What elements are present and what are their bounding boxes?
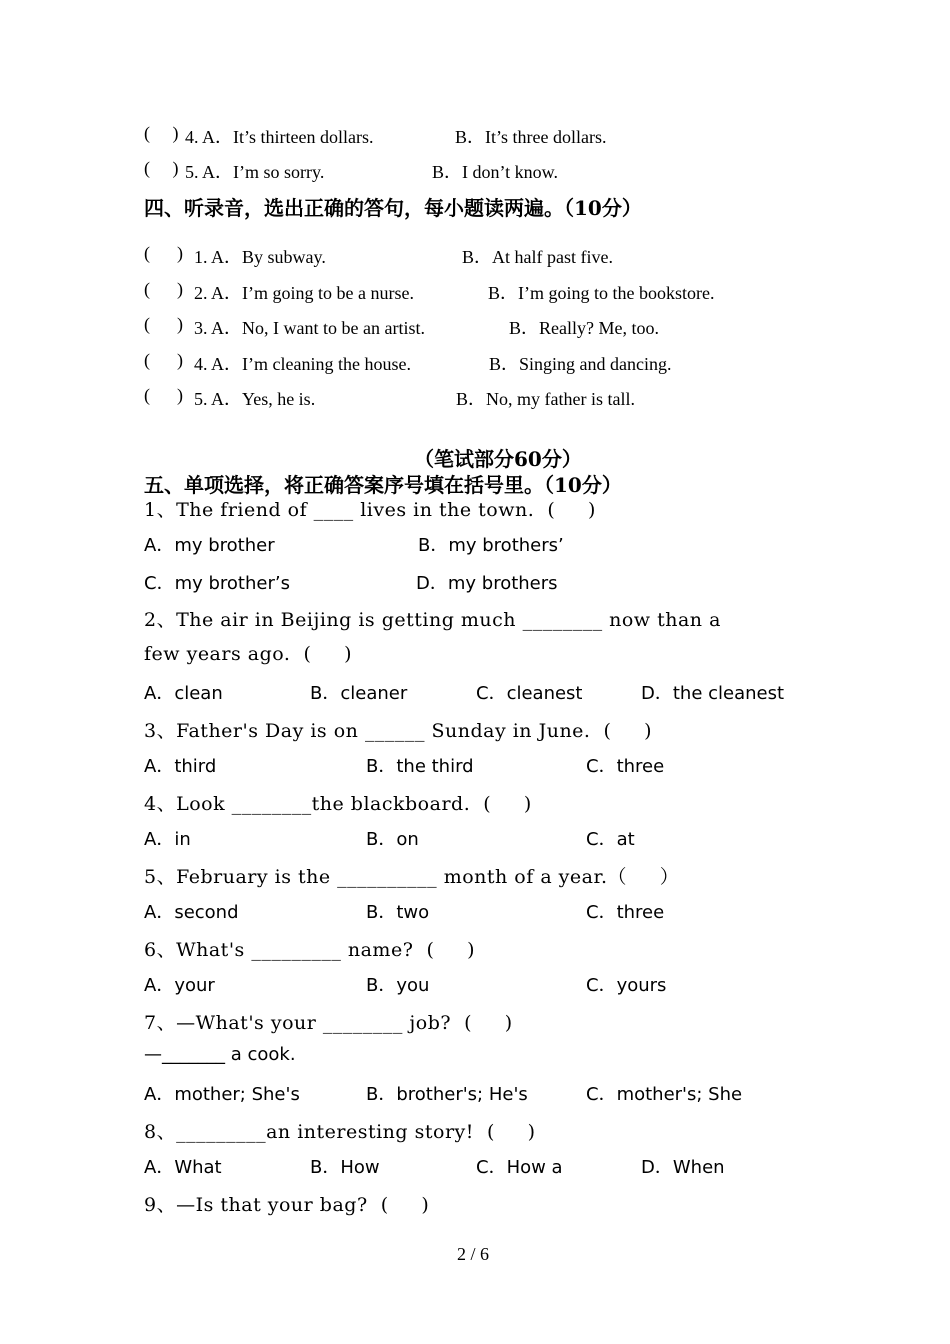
q7-answer-line: —_______ a cook.	[144, 1044, 296, 1065]
answer-bracket[interactable]: ( )	[144, 243, 183, 263]
option-a: 4. A．It’s thirteen dollars.	[185, 127, 374, 147]
option-a: 1. A．By subway.	[194, 247, 326, 267]
answer-bracket[interactable]: ( )	[144, 350, 183, 370]
option-a: 5. A．I’m so sorry.	[185, 162, 325, 182]
q1-stem: 1、The friend of ____ lives in the town. ( )	[144, 499, 596, 521]
q5-option-a: A．second	[144, 902, 239, 923]
q6-stem: 6、What's _________ name? ( )	[144, 939, 475, 961]
option-a: 5. A．Yes, he is.	[194, 389, 316, 409]
section-5-title: 五、单项选择，将正确答案序号填在括号里。（10分）	[144, 473, 622, 497]
q8-option-b: B．How	[310, 1157, 380, 1178]
q5-option-c: C．three	[586, 902, 665, 923]
q7-option-b: B．brother's; He's	[366, 1084, 528, 1105]
option-b: B．No, my father is tall.	[456, 389, 635, 409]
q1-option-c: C．my brother’s	[144, 573, 290, 594]
q1-option-d: D．my brothers	[416, 573, 558, 594]
q8-option-a: A．What	[144, 1157, 222, 1178]
q6-option-c: C．yours	[586, 975, 667, 996]
q6-option-a: A．your	[144, 975, 215, 996]
q8-option-d: D．When	[641, 1157, 725, 1178]
answer-bracket[interactable]: ( )	[144, 158, 179, 178]
q4-option-b: B．on	[366, 829, 419, 850]
q2-option-a: A．clean	[144, 683, 223, 704]
q2-option-d: D．the cleanest	[641, 683, 785, 704]
option-b: B．I don’t know.	[432, 162, 558, 182]
q4-stem: 4、Look ________the blackboard. ( )	[144, 793, 532, 815]
option-b: B．At half past five.	[462, 247, 613, 267]
answer-bracket[interactable]: ( )	[144, 123, 179, 143]
option-b: B．Really? Me, too.	[509, 318, 659, 338]
option-b: B．It’s three dollars.	[455, 127, 607, 147]
section-4-title: 四、听录音，选出正确的答句，每小题读两遍。（10分）	[144, 196, 642, 220]
option-b: B．Singing and dancing.	[489, 354, 672, 374]
q2-stem-line1: 2、The air in Beijing is getting much ________ now than a	[144, 609, 721, 631]
q7-option-a: A．mother; She's	[144, 1084, 300, 1105]
answer-bracket[interactable]: ( )	[144, 314, 183, 334]
q4-option-a: A．in	[144, 829, 191, 850]
q8-stem: 8、_________an interesting story! ( )	[144, 1121, 536, 1143]
q9-stem: 9、—Is that your bag? ( )	[144, 1194, 430, 1216]
option-b: B．I’m going to the bookstore.	[488, 283, 715, 303]
q5-option-b: B．two	[366, 902, 430, 923]
q2-stem-line2: few years ago. ( )	[144, 643, 352, 665]
q3-option-c: C．three	[586, 756, 665, 777]
q5-stem: 5、February is the __________ month of a year.（ ）	[144, 866, 680, 888]
q3-stem: 3、Father's Day is on ______ Sunday in June. ( )	[144, 720, 653, 742]
q6-option-b: B．you	[366, 975, 430, 996]
option-a: 2. A．I’m going to be a nurse.	[194, 283, 414, 303]
written-part-heading: （笔试部分60分）	[414, 447, 582, 471]
q2-option-b: B．cleaner	[310, 683, 408, 704]
option-a: 3. A．No, I want to be an artist.	[194, 318, 425, 338]
q1-option-b: B．my brothers’	[418, 535, 564, 556]
q3-option-b: B．the third	[366, 756, 474, 777]
q3-option-a: A．third	[144, 756, 217, 777]
option-a: 4. A．I’m cleaning the house.	[194, 354, 411, 374]
q2-option-c: C．cleanest	[476, 683, 583, 704]
q8-option-c: C．How a	[476, 1157, 563, 1178]
answer-bracket[interactable]: ( )	[144, 385, 183, 405]
page-number: 2 / 6	[457, 1244, 490, 1264]
q1-option-a: A．my brother	[144, 535, 275, 556]
q4-option-c: C．at	[586, 829, 635, 850]
q7-option-c: C．mother's; She	[586, 1084, 743, 1105]
answer-bracket[interactable]: ( )	[144, 279, 183, 299]
q7-stem: 7、—What's your ________ job? ( )	[144, 1012, 513, 1034]
